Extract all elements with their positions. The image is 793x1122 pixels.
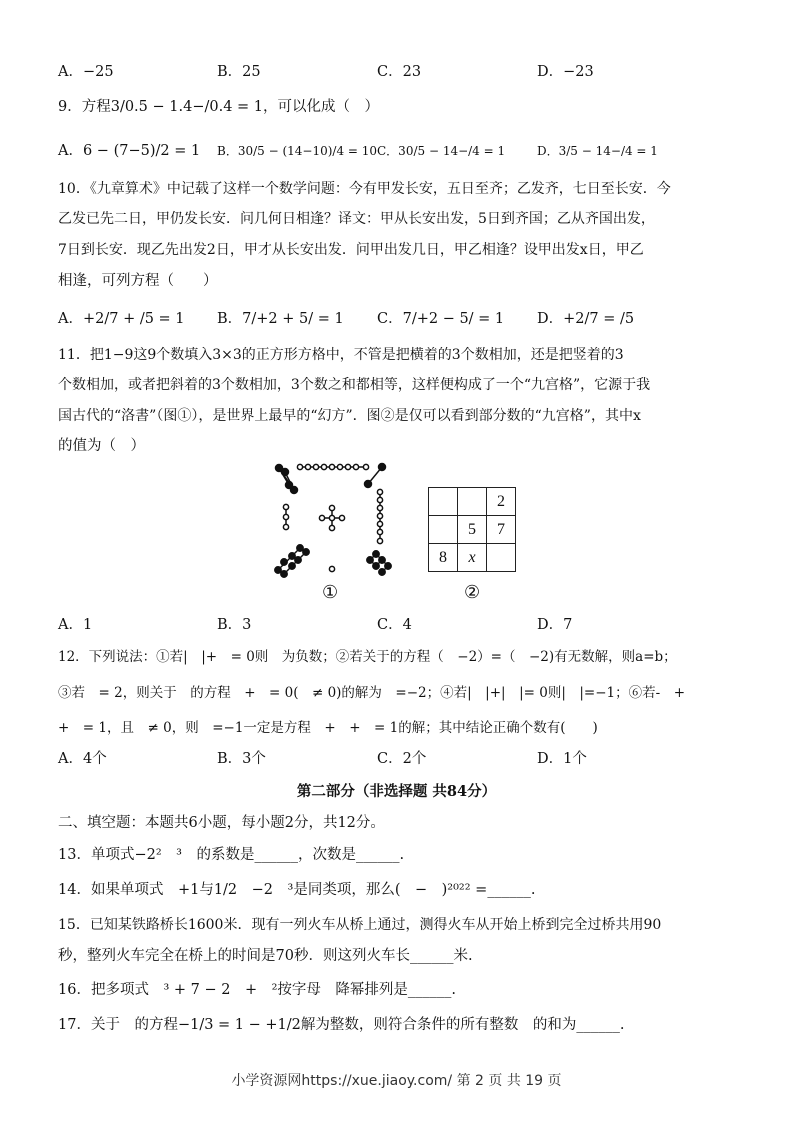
luoshu-figure [270,462,400,580]
q9-option-c: C．30/5 − 14−/4 = 1 [377,144,506,158]
q9-option-b: B．30/5 − (14−10)/4 = 10 [217,144,378,158]
q13: 13．单项式−2² ³ 的系数是______，次数是______. [58,847,405,863]
q8-option-d: D．−23 [537,64,594,80]
grid-cell [429,516,458,544]
grid-cell: 7 [487,516,516,544]
q11-option-d: D．7 [537,617,573,633]
q14: 14．如果单项式 +1与1/2 −2 ³是同类项，那么( − )²⁰²² =______. [58,882,536,898]
grid-cell: 2 [487,488,516,516]
q8-option-c: C．23 [377,64,422,80]
q10-option-d: D．+2/7 = /5 [537,311,635,327]
q11-line-4: 的值为（ ） [58,438,145,454]
q8-option-b: B．25 [217,64,261,80]
grid-cell [458,488,487,516]
q17: 17．关于 的方程−1/3 = 1 − +1/2解为整数，则符合条件的所有整数 的和为______. [58,1017,625,1033]
grid-cell [429,488,458,516]
q10-option-a: A．+2/7 + /5 = 1 [58,311,185,327]
q10-option-c: C．7/+2 − 5/ = 1 [377,311,505,327]
q10-line-2: 乙发已先二日，甲仍发长安．问几何日相逢？译文：甲从长安出发，5日到齐国；乙从齐国出发， [58,211,655,227]
q9-stem: 9．方程3/0.5 − 1.4−/0.4 = 1，可以化成（ ） [58,99,380,115]
q10-line-1: 10．《九章算术》中记载了这样一个数学问题：今有甲发长安，五日至齐；乙发齐，七日至长安．今 [58,181,671,197]
grid-cell: 5 [458,516,487,544]
q9-option-d: D．3/5 − 14−/4 = 1 [537,144,658,158]
q11-option-c: C．4 [377,617,412,633]
q12-option-c: C．2个 [377,751,427,767]
q12-line-2: ③若 = 2，则关于 的方程 + = 0( ≠ 0)的解为 =−2；④若| |+| |= 0则| |=−1；⑥若- + [58,685,686,701]
page-footer: 小学资源网https://xue.jiaoy.com/ 第 2 页 共 19 页 [231,1073,562,1089]
grid-cell: x [458,544,487,572]
q10-line-4: 相逢，可列方程（ ） [58,273,218,289]
q12-option-a: A．4个 [58,751,107,767]
q11-line-2: 个数相加，或者把斜着的3个数相加，3个数之和都相等，这样便构成了一个“九宫格”，它源于我 [58,377,651,393]
magic-square-grid [428,487,516,572]
q9-option-a: A．6 − (7−5)/2 = 1 [58,143,201,159]
q11-line-3: 国古代的“洛書”（图①），是世界上最早的“幻方”．图②是仅可以看到部分数的“九宫格”，其中x [58,408,641,424]
q12-option-b: B．3个 [217,751,266,767]
q10-option-b: B．7/+2 + 5/ = 1 [217,311,344,327]
q15-line-2: 秒，整列火车完全在桥上的时间是70秒．则这列火车长______米. [58,948,473,964]
figure-1-label: ① [322,582,339,603]
q10-line-3: 7日到长安．现乙先出发2日，甲才从长安出发．问甲出发几日，甲乙相逢？设甲出发x日，甲乙 [58,242,644,258]
grid-cell: 8 [429,544,458,572]
q12-option-d: D．1个 [537,751,587,767]
part-2-title: 第二部分（非选择题 共84分） [296,783,497,800]
grid-cell [487,544,516,572]
q15-line-1: 15．已知某铁路桥长1600米．现有一列火车从桥上通过，测得火车从开始上桥到完全过桥共用90 [58,917,662,933]
q16: 16．把多项式 ³ + 7 − 2 + ²按字母 降幂排列是______. [58,982,457,998]
q11-line-1: 11．把1−9这9个数填入3×3的正方形方格中，不管是把横着的3个数相加，还是把竖着的3 [58,347,624,363]
q8-option-a: A．−25 [58,64,114,80]
q11-option-a: A．1 [58,617,93,633]
figure-2-label: ② [464,582,481,603]
q12-line-3: + = 1，且 ≠ 0，则 =−1一定是方程 + + = 1的解；其中结论正确个数有( ) [58,720,598,736]
q12-line-1: 12．下列说法：①若| |+ = 0则 为负数；②若关于的方程（ −2）=（ −2)有无数解，则a=b； [58,649,677,665]
q11-option-b: B．3 [217,617,252,633]
section-2-heading: 二、填空题：本题共6小题，每小题2分，共12分。 [58,815,385,831]
